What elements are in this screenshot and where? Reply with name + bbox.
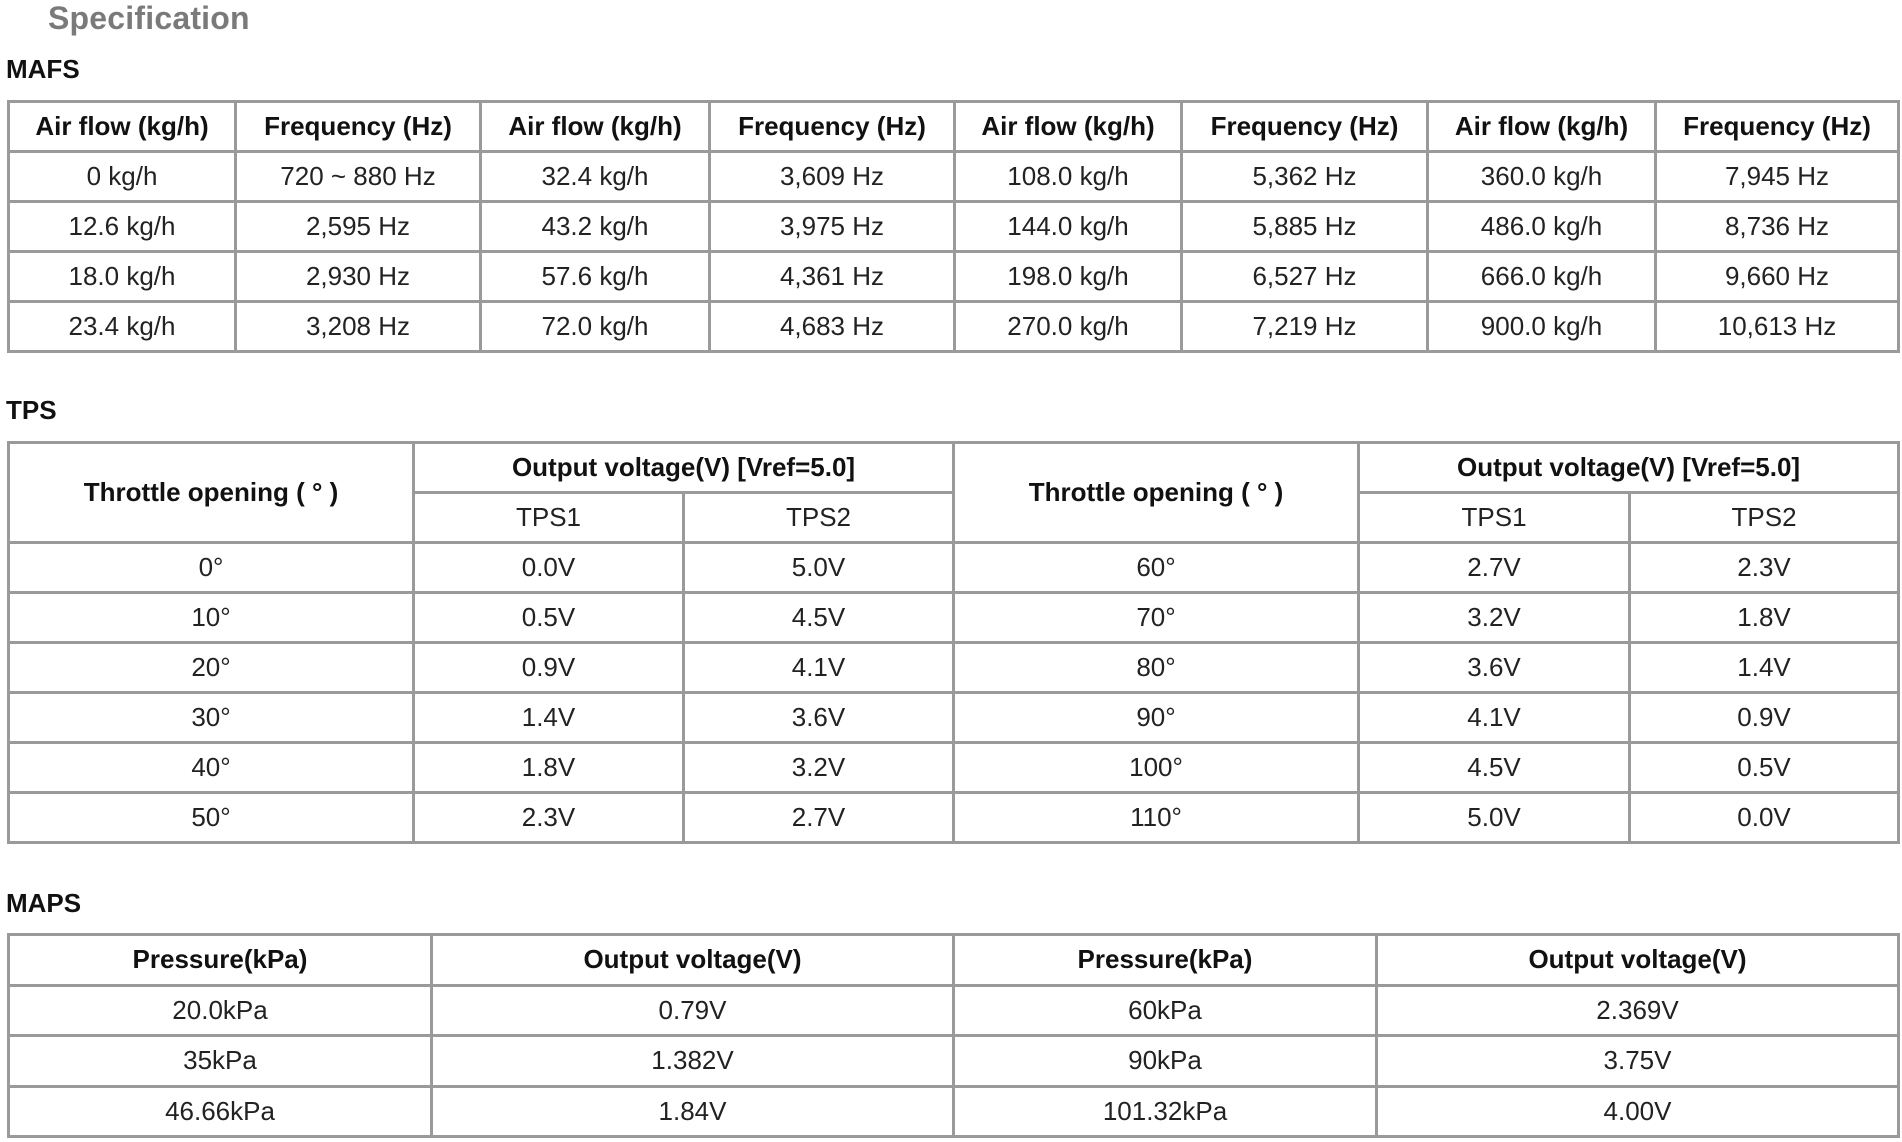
table-cell: 40° bbox=[9, 743, 414, 793]
table-cell: 46.66kPa bbox=[9, 1086, 432, 1137]
table-cell: 3.75V bbox=[1377, 1036, 1899, 1087]
table-cell: 0° bbox=[9, 543, 414, 593]
table-cell: 60kPa bbox=[954, 985, 1377, 1036]
table-row bbox=[9, 793, 1899, 843]
tps2-header: TPS2 bbox=[1630, 493, 1899, 543]
table-cell: 5,362 Hz bbox=[1182, 152, 1428, 202]
table-cell: 900.0 kg/h bbox=[1428, 302, 1656, 352]
table-cell: 0.5V bbox=[1630, 743, 1899, 793]
table-cell: 1.4V bbox=[1630, 643, 1899, 693]
table-header-row bbox=[9, 102, 1899, 152]
table-cell: 3.6V bbox=[1359, 643, 1630, 693]
table-cell: 10° bbox=[9, 593, 414, 643]
table-cell: 6,527 Hz bbox=[1182, 252, 1428, 302]
table-cell: 2.7V bbox=[1359, 543, 1630, 593]
table-row bbox=[9, 1086, 1899, 1137]
table-cell: 110° bbox=[954, 793, 1359, 843]
table-cell: 1.382V bbox=[432, 1036, 954, 1087]
mafs-section-title: MAFS bbox=[6, 54, 80, 84]
table-cell: 198.0 kg/h bbox=[955, 252, 1182, 302]
table-cell: 70° bbox=[954, 593, 1359, 643]
table-cell: 50° bbox=[9, 793, 414, 843]
table-cell: 1.8V bbox=[1630, 593, 1899, 643]
table-cell: 20.0kPa bbox=[9, 985, 432, 1036]
header-cell: Pressure(kPa) bbox=[954, 935, 1377, 986]
table-cell: 23.4 kg/h bbox=[9, 302, 236, 352]
table-cell: 4.5V bbox=[684, 593, 954, 643]
table-cell: 666.0 kg/h bbox=[1428, 252, 1656, 302]
header-cell: Output voltage(V) bbox=[1377, 935, 1899, 986]
table-cell: 12.6 kg/h bbox=[9, 202, 236, 252]
table-cell: 2.7V bbox=[684, 793, 954, 843]
table-cell: 0 kg/h bbox=[9, 152, 236, 202]
table-cell: 0.9V bbox=[1630, 693, 1899, 743]
maps-section-title: MAPS bbox=[6, 888, 82, 918]
table-cell: 4.00V bbox=[1377, 1086, 1899, 1137]
table-cell: 0.0V bbox=[1630, 793, 1899, 843]
tps2-header: TPS2 bbox=[684, 493, 954, 543]
header-cell: Frequency (Hz) bbox=[1182, 102, 1428, 152]
table-cell: 4,361 Hz bbox=[710, 252, 955, 302]
header-cell: Frequency (Hz) bbox=[1656, 102, 1899, 152]
table-row bbox=[9, 985, 1899, 1036]
table-cell: 0.5V bbox=[414, 593, 684, 643]
table-cell: 4.1V bbox=[684, 643, 954, 693]
table-cell: 18.0 kg/h bbox=[9, 252, 236, 302]
table-row bbox=[9, 252, 1899, 302]
table-cell: 101.32kPa bbox=[954, 1086, 1377, 1137]
tps1-header: TPS1 bbox=[1359, 493, 1630, 543]
table-row bbox=[9, 593, 1899, 643]
table-cell: 144.0 kg/h bbox=[955, 202, 1182, 252]
table-cell: 720 ~ 880 Hz bbox=[236, 152, 481, 202]
table-cell: 10,613 Hz bbox=[1656, 302, 1899, 352]
table-cell: 5.0V bbox=[1359, 793, 1630, 843]
table-row bbox=[9, 152, 1899, 202]
table-cell: 32.4 kg/h bbox=[481, 152, 710, 202]
tps1-header: TPS1 bbox=[414, 493, 684, 543]
table-header-row bbox=[9, 935, 1899, 986]
header-cell: Pressure(kPa) bbox=[9, 935, 432, 986]
table-cell: 2,595 Hz bbox=[236, 202, 481, 252]
table-row bbox=[9, 643, 1899, 693]
table-header-row bbox=[9, 443, 1899, 493]
table-row bbox=[9, 543, 1899, 593]
table-row bbox=[9, 743, 1899, 793]
mafs-table bbox=[7, 100, 1900, 353]
table-cell: 2.3V bbox=[1630, 543, 1899, 593]
maps-table bbox=[7, 933, 1900, 1138]
tps-section-title: TPS bbox=[6, 395, 57, 425]
table-cell: 4,683 Hz bbox=[710, 302, 955, 352]
table-cell: 4.1V bbox=[1359, 693, 1630, 743]
page-title: Specification bbox=[48, 0, 250, 36]
table-cell: 57.6 kg/h bbox=[481, 252, 710, 302]
table-cell: 3.6V bbox=[684, 693, 954, 743]
table-cell: 100° bbox=[954, 743, 1359, 793]
header-cell: Air flow (kg/h) bbox=[1428, 102, 1656, 152]
header-cell: Frequency (Hz) bbox=[236, 102, 481, 152]
table-cell: 90kPa bbox=[954, 1036, 1377, 1087]
table-cell: 1.4V bbox=[414, 693, 684, 743]
table-cell: 72.0 kg/h bbox=[481, 302, 710, 352]
output-voltage-header: Output voltage(V) [Vref=5.0] bbox=[414, 443, 954, 493]
table-cell: 5.0V bbox=[684, 543, 954, 593]
output-voltage-header: Output voltage(V) [Vref=5.0] bbox=[1359, 443, 1899, 493]
table-cell: 20° bbox=[9, 643, 414, 693]
table-cell: 0.0V bbox=[414, 543, 684, 593]
table-cell: 3.2V bbox=[1359, 593, 1630, 643]
table-cell: 2.369V bbox=[1377, 985, 1899, 1036]
header-cell: Air flow (kg/h) bbox=[9, 102, 236, 152]
table-cell: 4.5V bbox=[1359, 743, 1630, 793]
table-cell: 1.84V bbox=[432, 1086, 954, 1137]
table-cell: 3,208 Hz bbox=[236, 302, 481, 352]
table-cell: 360.0 kg/h bbox=[1428, 152, 1656, 202]
throttle-header: Throttle opening ( ° ) bbox=[9, 443, 414, 543]
table-cell: 43.2 kg/h bbox=[481, 202, 710, 252]
table-cell: 2,930 Hz bbox=[236, 252, 481, 302]
table-row bbox=[9, 1036, 1899, 1087]
table-row bbox=[9, 302, 1899, 352]
throttle-header: Throttle opening ( ° ) bbox=[954, 443, 1359, 543]
table-cell: 0.79V bbox=[432, 985, 954, 1036]
table-cell: 35kPa bbox=[9, 1036, 432, 1087]
table-cell: 90° bbox=[954, 693, 1359, 743]
header-cell: Air flow (kg/h) bbox=[955, 102, 1182, 152]
table-cell: 270.0 kg/h bbox=[955, 302, 1182, 352]
table-cell: 108.0 kg/h bbox=[955, 152, 1182, 202]
table-cell: 30° bbox=[9, 693, 414, 743]
table-cell: 1.8V bbox=[414, 743, 684, 793]
header-cell: Air flow (kg/h) bbox=[481, 102, 710, 152]
table-cell: 80° bbox=[954, 643, 1359, 693]
header-cell: Frequency (Hz) bbox=[710, 102, 955, 152]
table-cell: 0.9V bbox=[414, 643, 684, 693]
table-cell: 8,736 Hz bbox=[1656, 202, 1899, 252]
table-row bbox=[9, 693, 1899, 743]
table-cell: 2.3V bbox=[414, 793, 684, 843]
header-cell: Output voltage(V) bbox=[432, 935, 954, 986]
table-cell: 7,219 Hz bbox=[1182, 302, 1428, 352]
table-cell: 3,975 Hz bbox=[710, 202, 955, 252]
table-cell: 3.2V bbox=[684, 743, 954, 793]
table-cell: 60° bbox=[954, 543, 1359, 593]
table-cell: 486.0 kg/h bbox=[1428, 202, 1656, 252]
table-cell: 7,945 Hz bbox=[1656, 152, 1899, 202]
table-cell: 9,660 Hz bbox=[1656, 252, 1899, 302]
table-cell: 3,609 Hz bbox=[710, 152, 955, 202]
table-cell: 5,885 Hz bbox=[1182, 202, 1428, 252]
table-row bbox=[9, 202, 1899, 252]
tps-table bbox=[7, 441, 1900, 844]
